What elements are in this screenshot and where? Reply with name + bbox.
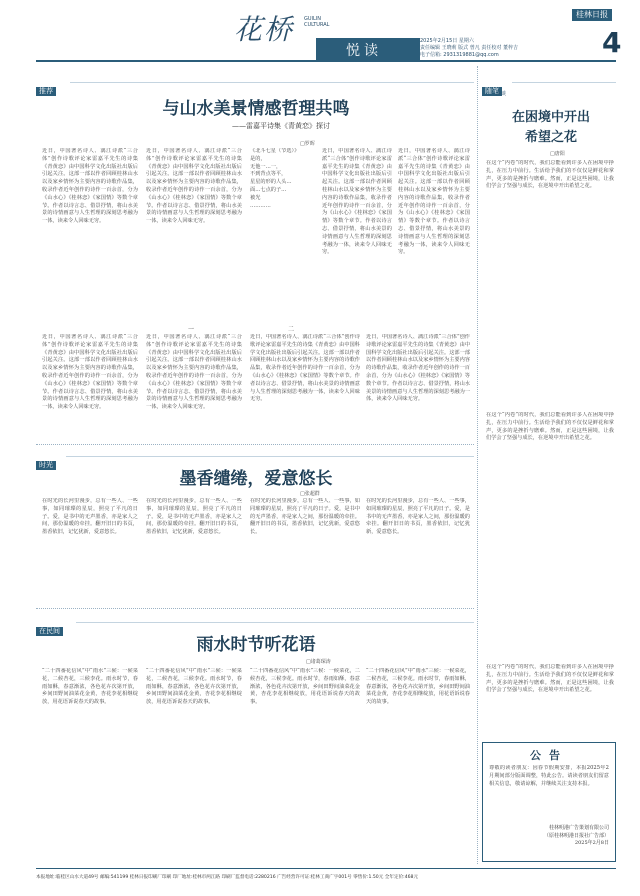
- tag-label: 推荐: [36, 87, 56, 96]
- essay-title-2: 希望之花: [524, 130, 577, 145]
- tag-sub: 漫谈: [496, 91, 507, 97]
- notice-box: [482, 742, 616, 862]
- tag-folk: [36, 618, 63, 637]
- article-body-col1: “二十四番花信风”中“雨水”三候：一候菜花，二候杏花，三候李花。雨水时节，春雨如酥，春意渐浓，各色花卉次第开放，乡间田野间油菜花金黄，杏花李花相继绽放，用花语诉说春天的故事。: [42, 668, 138, 706]
- tag-rule: [512, 82, 616, 83]
- tag-label: 在民间: [36, 627, 63, 636]
- date-line: 2025年2月15日 星期六: [420, 38, 474, 44]
- article-body-col3: 在时光的长河里漫步，总有一些人、一些事，如同璀璨的星辰，照亮了平凡的日子。爱，是书中的无声墨香，亦是家人之间，那份温暖的牵挂。翻开旧日的书页，墨香依旧，记忆犹新，爱意悠长。: [250, 498, 360, 536]
- article-body-col4: 近日，中国著名诗人、漓江诗派“三合体”创作诗歌评论家雷嘉平先生的诗集《青黄恋》由中国科学文化出版社出版后引起关注。这部一部以作者回顾桂林山水以及家乡情怀为主要内容的诗歌作品集，收录作者近年创作的诗作一百余首，分为《山水心》《桂林恋》《家国情》等数个章节。作者以诗言志、借景抒情，将山水美景的诗情画意与人生哲理的深刻思考融为一体，读来令人回味无穷。: [398, 148, 470, 256]
- notice-title: 公告: [530, 749, 568, 762]
- essay-author: □唐阳: [550, 151, 565, 157]
- article-title: 与山水美景情感哲理共鸣: [162, 99, 350, 119]
- essay-body-1: 在这个“内卷”的时代，我们总能看到许多人在困境中挣扎，在压力中前行。生活给予我们的不仅仅是鲜花和掌声，更多的是挫折与磨难。然而，正是这些困境，让我们学会了坚强与成长，在逆境中开出希望之花。: [486, 160, 614, 190]
- column-divider: [477, 66, 479, 864]
- divider: [36, 444, 474, 445]
- article-body-col6: 近日，中国著名诗人、漓江诗派“三合体”创作诗歌评论家雷嘉平先生的诗集《青黄恋》由中国科学文化出版社出版后引起关注。这部一部以作者回顾桂林山水以及家乡情怀为主要内容的诗歌作品集，收录作者近年创作的诗作一百余首，分为《山水心》《桂林恋》《家国情》等数个章节。作者以诗言志、借景抒情，将山水美景的诗情画意与人生哲理的深刻思考融为一体，读来令人回味无穷。: [146, 334, 242, 411]
- tag-rule: [76, 622, 474, 623]
- footer-info: 本报地址:临桂区山水大道49号 邮编:541199 桂林日报印刷厂印刷 印厂地址:桂林市两江路 印刷厂监督电话:2280216 广告经营许可证:桂林工商广字001号 零售价:1.50元 全年定价:468元: [36, 875, 419, 880]
- article-author: □罗晖: [300, 141, 315, 147]
- divider: [36, 608, 474, 609]
- essay-body-3: 在这个“内卷”的时代，我们总能看到许多人在困境中挣扎，在压力中前行。生活给予我们的不仅仅是鲜花和掌声，更多的是挫折与磨难。然而，正是这些困境，让我们学会了坚强与成长，在逆境中开出希望之花。: [486, 664, 614, 694]
- notice-body: 尊敬的读者朋友：因春节假期安排，本报2025年2月期间部分版面调整，特此公告。请读者朋友们留意相关信息，敬请谅解，并继续关注支持本报。: [489, 765, 609, 787]
- editors-line: 责任编辑 王晓莉 版式 曾凡 责任校对 董梓吉: [420, 45, 518, 51]
- tag-label: 随笔: [482, 87, 502, 96]
- poem-excerpt: 《北斗七星（节选）》 是的， 无他一…一， 不到背点等平， 星星的形的人头… 面…七点的子… 被光 …………: [250, 148, 300, 209]
- article-body-col3: “二十四番花信风”中“雨水”三候：一候菜花，二候杏花，三候李花。雨水时节，春雨如酥，春意渐浓，各色花卉次第开放，乡间田野间油菜花金黄，杏花李花相继绽放，用花语诉说春天的故事。: [250, 668, 360, 706]
- page-number: 4: [602, 26, 622, 59]
- tag-recommend: [36, 78, 56, 97]
- tag-rule: [66, 456, 474, 457]
- footer-rule: [36, 868, 616, 869]
- section-marker-2: 二: [288, 326, 295, 333]
- brand-title: 花桥: [234, 13, 295, 46]
- masthead: [0, 0, 640, 60]
- essay-body-2: 在这个“内卷”的时代，我们总能看到许多人在困境中挣扎，在压力中前行。生活给予我们的不仅仅是鲜花和掌声，更多的是挫折与磨难。然而，正是这些困境，让我们学会了坚强与成长，在逆境中开出希望之花。: [486, 412, 614, 442]
- section-marker-1: 一: [188, 326, 195, 333]
- article-body-col2: 近日，中国著名诗人、漓江诗派“三合体”创作诗歌评论家雷嘉平先生的诗集《青黄恋》由中国科学文化出版社出版后引起关注。这部一部以作者回顾桂林山水以及家乡情怀为主要内容的诗歌作品集，收录作者近年创作的诗作一百余首，分为《山水心》《桂林恋》《家国情》等数个章节。作者以诗言志、借景抒情，将山水美景的诗情画意与人生哲理的深刻思考融为一体，读来令人回味无穷。: [146, 148, 242, 225]
- article-rain-flowers: [36, 608, 474, 864]
- right-column: [482, 66, 616, 864]
- article-body-col8: 近日，中国著名诗人、漓江诗派“三合体”创作诗歌评论家雷嘉平先生的诗集《青黄恋》由中国科学文化出版社出版后引起关注。这部一部以作者回顾桂林山水以及家乡情怀为主要内容的诗歌作品集，收录作者近年创作的诗作一百余首，分为《山水心》《桂林恋》《家国情》等数个章节。作者以诗言志、借景抒情，将山水美景的诗情画意与人生哲理的深刻思考融为一体，读来令人回味无穷。: [366, 334, 470, 403]
- article-title: 雨水时节听花语: [196, 635, 316, 655]
- article-body-col3: 近日，中国著名诗人、漓江诗派“三合体”创作诗歌评论家雷嘉平先生的诗集《青黄恋》由中国科学文化出版社出版后引起关注。这部一部以作者回顾桂林山水以及家乡情怀为主要内容的诗歌作品集，收录作者近年创作的诗作一百余首，分为《山水心》《桂林恋》《家国情》等数个章节。作者以诗言志、借景抒情，将山水美景的诗情画意与人生哲理的深刻思考融为一体，读来令人回味无穷。: [322, 148, 392, 256]
- article-ink-love: [36, 444, 474, 604]
- contact-line: 电子信箱: 2931319881@qq.com: [420, 52, 499, 58]
- article-body-col1: 在时光的长河里漫步，总有一些人、一些事，如同璀璨的星辰，照亮了平凡的日子。爱，是书中的无声墨香，亦是家人之间，那份温暖的牵挂。翻开旧日的书页，墨香依旧，记忆犹新，爱意悠长。: [42, 498, 138, 536]
- article-author: □诸葛琛涛: [306, 659, 331, 665]
- section-title: 悦读: [346, 43, 382, 59]
- paper-name: 桂林日报: [576, 10, 608, 19]
- masthead-rule: [36, 60, 616, 62]
- article-body-col7: 近日，中国著名诗人、漓江诗派“三合体”创作诗歌评论家雷嘉平先生的诗集《青黄恋》由中国科学文化出版社出版后引起关注。这部一部以作者回顾桂林山水以及家乡情怀为主要内容的诗歌作品集，收录作者近年创作的诗作一百余首，分为《山水心》《桂林恋》《家国情》等数个章节。作者以诗言志、借景抒情，将山水美景的诗情画意与人生哲理的深刻思考融为一体，读来令人回味无穷。: [250, 334, 360, 403]
- article-body-col2: 在时光的长河里漫步，总有一些人、一些事，如同璀璨的星辰，照亮了平凡的日子。爱，是书中的无声墨香，亦是家人之间，那份温暖的牵挂。翻开旧日的书页，墨香依旧，记忆犹新，爱意悠长。: [146, 498, 242, 536]
- notice-signature: 桂林明港广告策划有限公司 （原桂林明港日报社广告部） 2025年2月8日: [543, 825, 609, 846]
- article-poetry-review: [36, 66, 474, 440]
- article-body-col2: “二十四番花信风”中“雨水”三候：一候菜花，二候杏花，三候李花。雨水时节，春雨如酥，春意渐浓，各色花卉次第开放，乡间田野间油菜花金黄，杏花李花相继绽放，用花语诉说春天的故事。: [146, 668, 242, 706]
- article-author: □张超群: [300, 491, 320, 497]
- article-body-col5: 近日，中国著名诗人、漓江诗派“三合体”创作诗歌评论家雷嘉平先生的诗集《青黄恋》由中国科学文化出版社出版后引起关注。这部一部以作者回顾桂林山水以及家乡情怀为主要内容的诗歌作品集，收录作者近年创作的诗作一百余首，分为《山水心》《桂林恋》《家国情》等数个章节。作者以诗言志、借景抒情，将山水美景的诗情画意与人生哲理的深刻思考融为一体，读来令人回味无穷。: [42, 334, 138, 411]
- article-subtitle: ——雷嘉平诗集《青黄恋》探讨: [232, 122, 330, 130]
- article-body-col1: 近日，中国著名诗人、漓江诗派“三合体”创作诗歌评论家雷嘉平先生的诗集《青黄恋》由中国科学文化出版社出版后引起关注。这部一部以作者回顾桂林山水以及家乡情怀为主要内容的诗歌作品集，收录作者近年创作的诗作一百余首，分为《山水心》《桂林恋》《家国情》等数个章节。作者以诗言志、借景抒情，将山水美景的诗情画意与人生哲理的深刻思考融为一体，读来令人回味无穷。: [42, 148, 138, 225]
- tag-time: [36, 452, 56, 471]
- paper-logo: [572, 9, 612, 21]
- brand-subtitle: GUILIN CULTURAL: [304, 16, 330, 28]
- tag-rule: [70, 82, 474, 83]
- article-body-col4: “二十四番花信风”中“雨水”三候：一候菜花，二候杏花，三候李花。雨水时节，春雨如酥，春意渐浓，各色花卉次第开放，乡间田野间油菜花金黄，杏花李花相继绽放，用花语诉说春天的故事。: [366, 668, 470, 706]
- essay-title-1: 在困境中开出: [511, 110, 590, 125]
- article-title: 墨香缱绻，爱意悠长: [179, 469, 333, 489]
- article-body-col4: 在时光的长河里漫步，总有一些人、一些事，如同璀璨的星辰，照亮了平凡的日子。爱，是书中的无声墨香，亦是家人之间，那份温暖的牵挂。翻开旧日的书页，墨香依旧，记忆犹新，爱意悠长。: [366, 498, 470, 536]
- tag-label: 时光: [36, 461, 56, 470]
